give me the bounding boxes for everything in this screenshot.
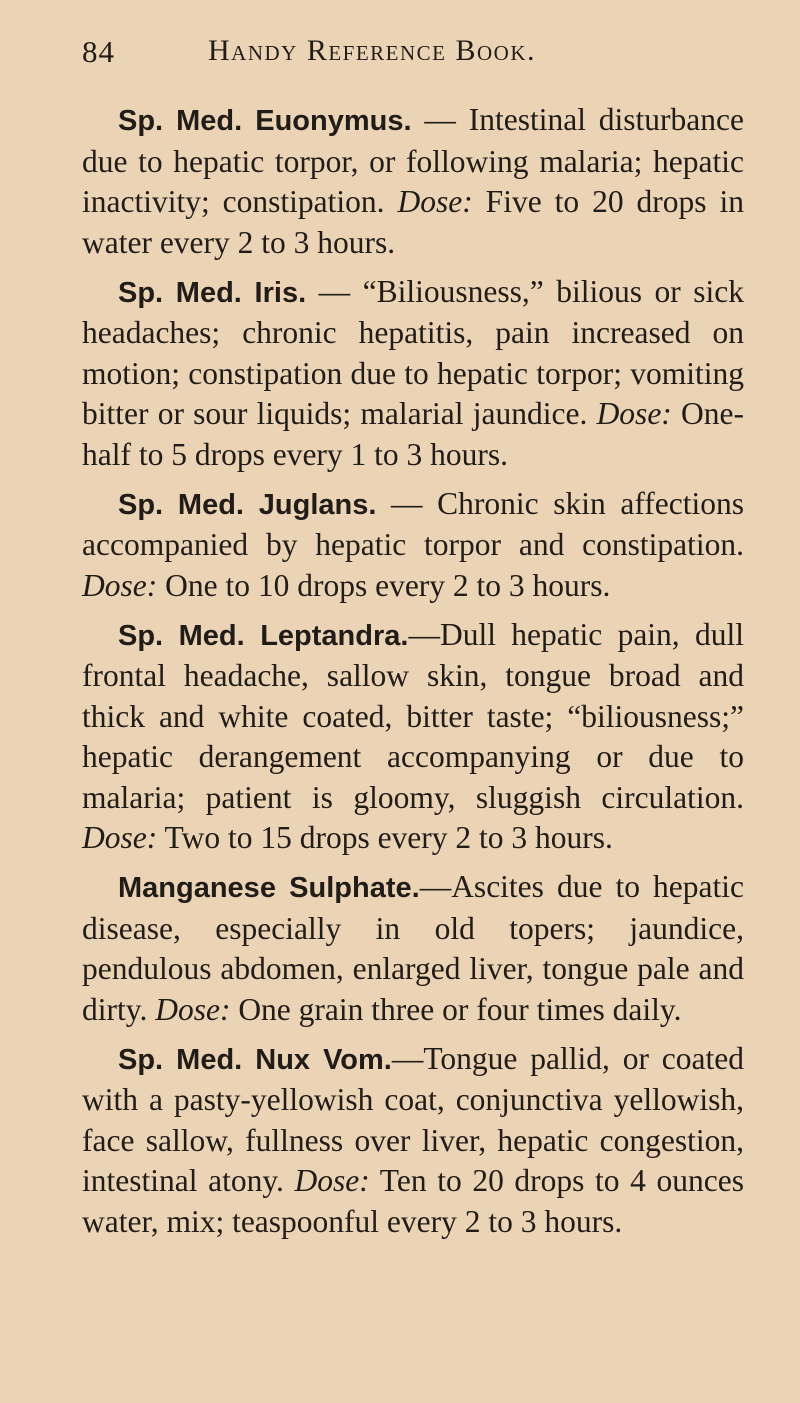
remedy-name: Sp. Med. Juglans. — [118, 488, 377, 521]
dose-text: One-half to 5 drops every 1 to 3 hours. — [82, 396, 744, 472]
entry-text: Dull hepatic pain, dull frontal headache, sallow skin, tongue broad and thick and white coated, bitter taste; “biliousness;” hepatic derangement accompanying or due to malaria; patient is gloomy, sluggish circulation. — [82, 616, 745, 815]
page-number: 84 — [82, 34, 115, 69]
entry-separator: — — [408, 616, 440, 652]
entry-separator: — — [306, 273, 363, 309]
dose-label: Dose: — [294, 1163, 370, 1198]
dose-label: Dose: — [82, 820, 158, 855]
entry-iris — [82, 272, 744, 476]
entry-separator: — — [391, 1040, 424, 1076]
dose-label: Dose: — [397, 184, 473, 219]
remedy-name: Sp. Med. Euonymus. — [118, 105, 412, 137]
entry-separator: — — [376, 485, 438, 521]
entry-text: Ascites due to hepatic disease, especially in old topers; jaundice, pendulous abdomen, enlarged liver, tongue pale and dirty. — [82, 869, 744, 1027]
remedy-name: Manganese Sulphate. — [118, 872, 420, 904]
entry-separator: — — [411, 102, 469, 137]
remedy-name: Sp. Med. Leptandra. — [118, 619, 409, 652]
entry-juglans — [82, 484, 744, 607]
dose-text: One grain three or four times daily. — [230, 991, 682, 1027]
remedy-entries — [82, 100, 744, 1242]
entry-leptandra — [82, 615, 744, 859]
entry-text: Chronic skin affections accompanied by hepatic torpor and constipation. — [82, 485, 744, 562]
entry-text: Intestinal disturbance due to hepatic torpor, or following malaria; hepatic inactivity; constipation. — [82, 102, 744, 219]
dose-text: Two to 15 drops every 2 to 3 hours. — [157, 820, 613, 855]
entry-nux-vom — [82, 1039, 744, 1243]
remedy-name: Sp. Med. Nux Vom. — [118, 1043, 392, 1076]
page-header — [82, 0, 744, 100]
entry-euonymus — [82, 100, 744, 263]
running-title: Handy Reference Book. — [208, 34, 537, 67]
remedy-name: Sp. Med. Iris. — [118, 276, 307, 309]
dose-label: Dose: — [155, 991, 231, 1027]
dose-text: Five to 20 drops in water every 2 to 3 hours. — [82, 184, 744, 260]
dose-label: Dose: — [596, 396, 672, 431]
entry-text: Tongue pallid, or coated with a pasty-yellowish coat, conjunctiva yellowish, face sallow, fullness over liver, hepatic congestion, intestinal atony. — [82, 1040, 744, 1198]
entry-manganese-sulphate — [82, 867, 744, 1030]
dose-text: One to 10 drops every 2 to 3 hours. — [157, 567, 611, 603]
dose-label: Dose: — [82, 567, 158, 603]
dose-text: Ten to 20 drops to 4 ounces water, mix; teaspoonful every 2 to 3 hours. — [82, 1163, 744, 1239]
entry-text: “Biliousness,” bilious or sick headaches; chronic hepatitis, pain increased on motion; constipation due to hepatic torpor; vomiting bitter or sour liquids; malarial jaundice. — [82, 273, 745, 431]
entry-separator: — — [419, 869, 452, 904]
